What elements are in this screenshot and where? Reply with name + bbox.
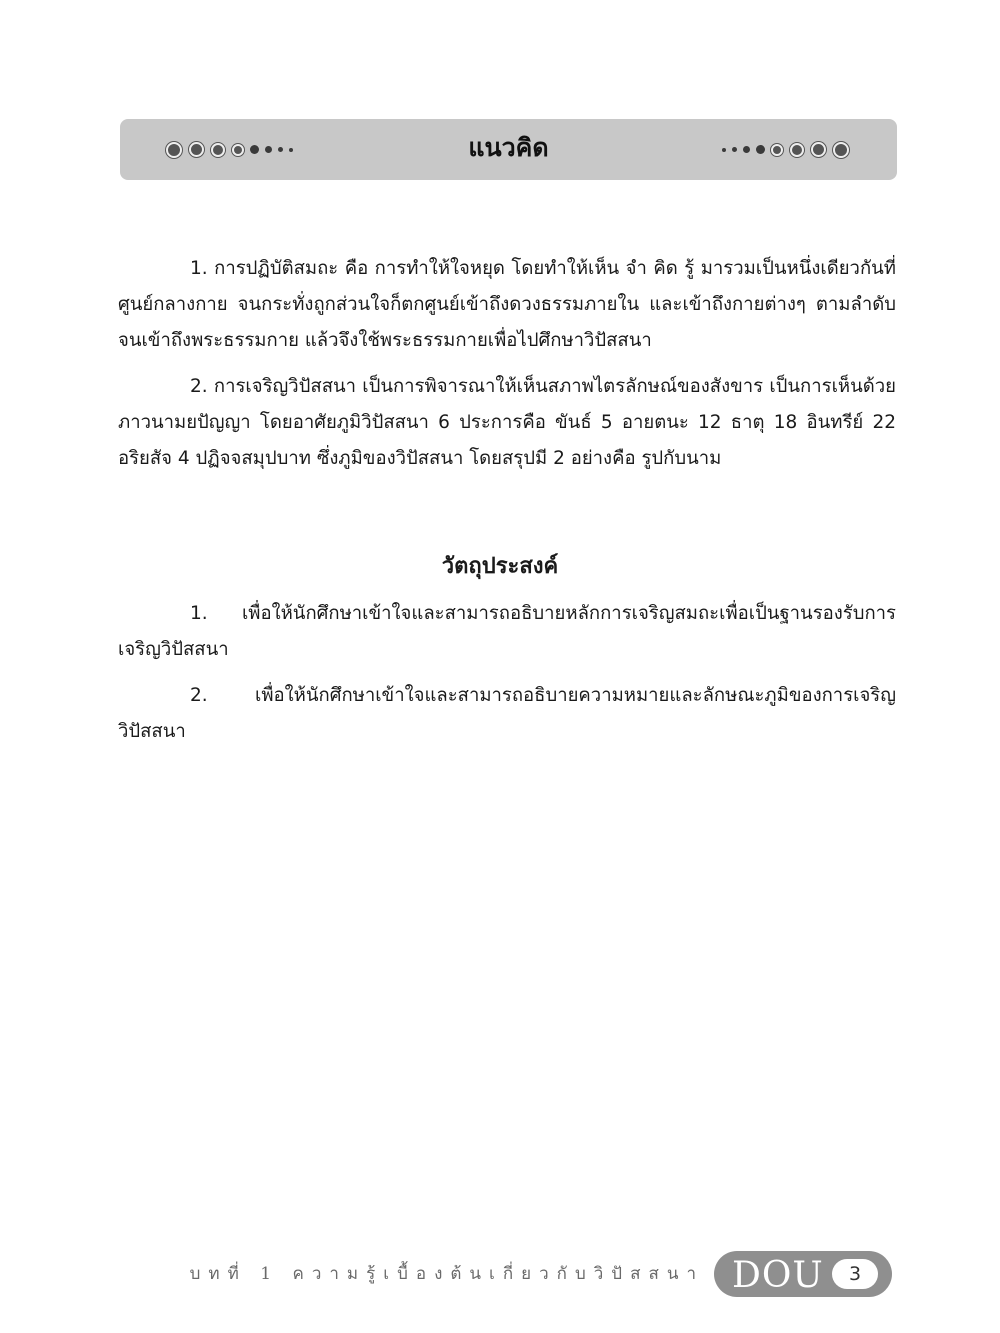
concepts-body	[118, 251, 896, 477]
objective-item-2: 2. เพื่อให้นักศึกษาเข้าใจและสามารถอธิบายความหมายและลักษณะภูมิของการเจริญวิปัสสนา	[118, 685, 896, 742]
section-header-concepts	[120, 119, 897, 180]
header-title: แนวคิด	[468, 133, 549, 162]
footer-badge	[714, 1251, 892, 1297]
dots-decoration-right-icon	[722, 119, 849, 180]
concept-paragraph-2: 2. การเจริญวิปัสสนา เป็นการพิจารณาให้เห็นสภาพไตรลักษณ์ของสังขาร เป็นการเห็นด้วยภาวนามยปัญญา โดยอาศัยภูมิวิปัสสนา 6 ประการคือ ขันธ์ 5 อายตนะ 12 ธาตุ 18 อินทรีย์ 22 อริยสัจ 4 ปฏิจจสมุปบาท ซึ่งภูมิของวิปัสสนา โดยสรุปมี 2 อย่างคือ รูปกับนาม	[118, 376, 896, 469]
footer-chapter-title: บทที่ 1 ความรู้เบื้องต้นเกี่ยวกับวิปัสสนา	[189, 1264, 704, 1284]
objective-item-1: 1. เพื่อให้นักศึกษาเข้าใจและสามารถอธิบายหลักการเจริญสมถะเพื่อเป็นฐานรองรับการเจริญวิปัสสนา	[118, 603, 896, 660]
page-number: 3	[832, 1259, 878, 1289]
dou-logo: DOU	[732, 1255, 824, 1296]
concept-paragraph-1: 1. การปฏิบัติสมถะ คือ การทำให้ใจหยุด โดยทำให้เห็น จำ คิด รู้ มารวมเป็นหนึ่งเดียวกันที่ศูนย์กลางกาย จนกระทั่งถูกส่วนใจก็ตกศูนย์เข้าถึงดวงธรรมภายใน และเข้าถึงกายต่างๆ ตามลำดับจนเข้าถึงพระธรรมกาย แล้วจึงใช้พระธรรมกายเพื่อไปศึกษาวิปัสสนา	[118, 258, 896, 351]
objectives-body	[118, 596, 896, 750]
objectives-heading: วัตถุประสงค์	[441, 554, 559, 579]
